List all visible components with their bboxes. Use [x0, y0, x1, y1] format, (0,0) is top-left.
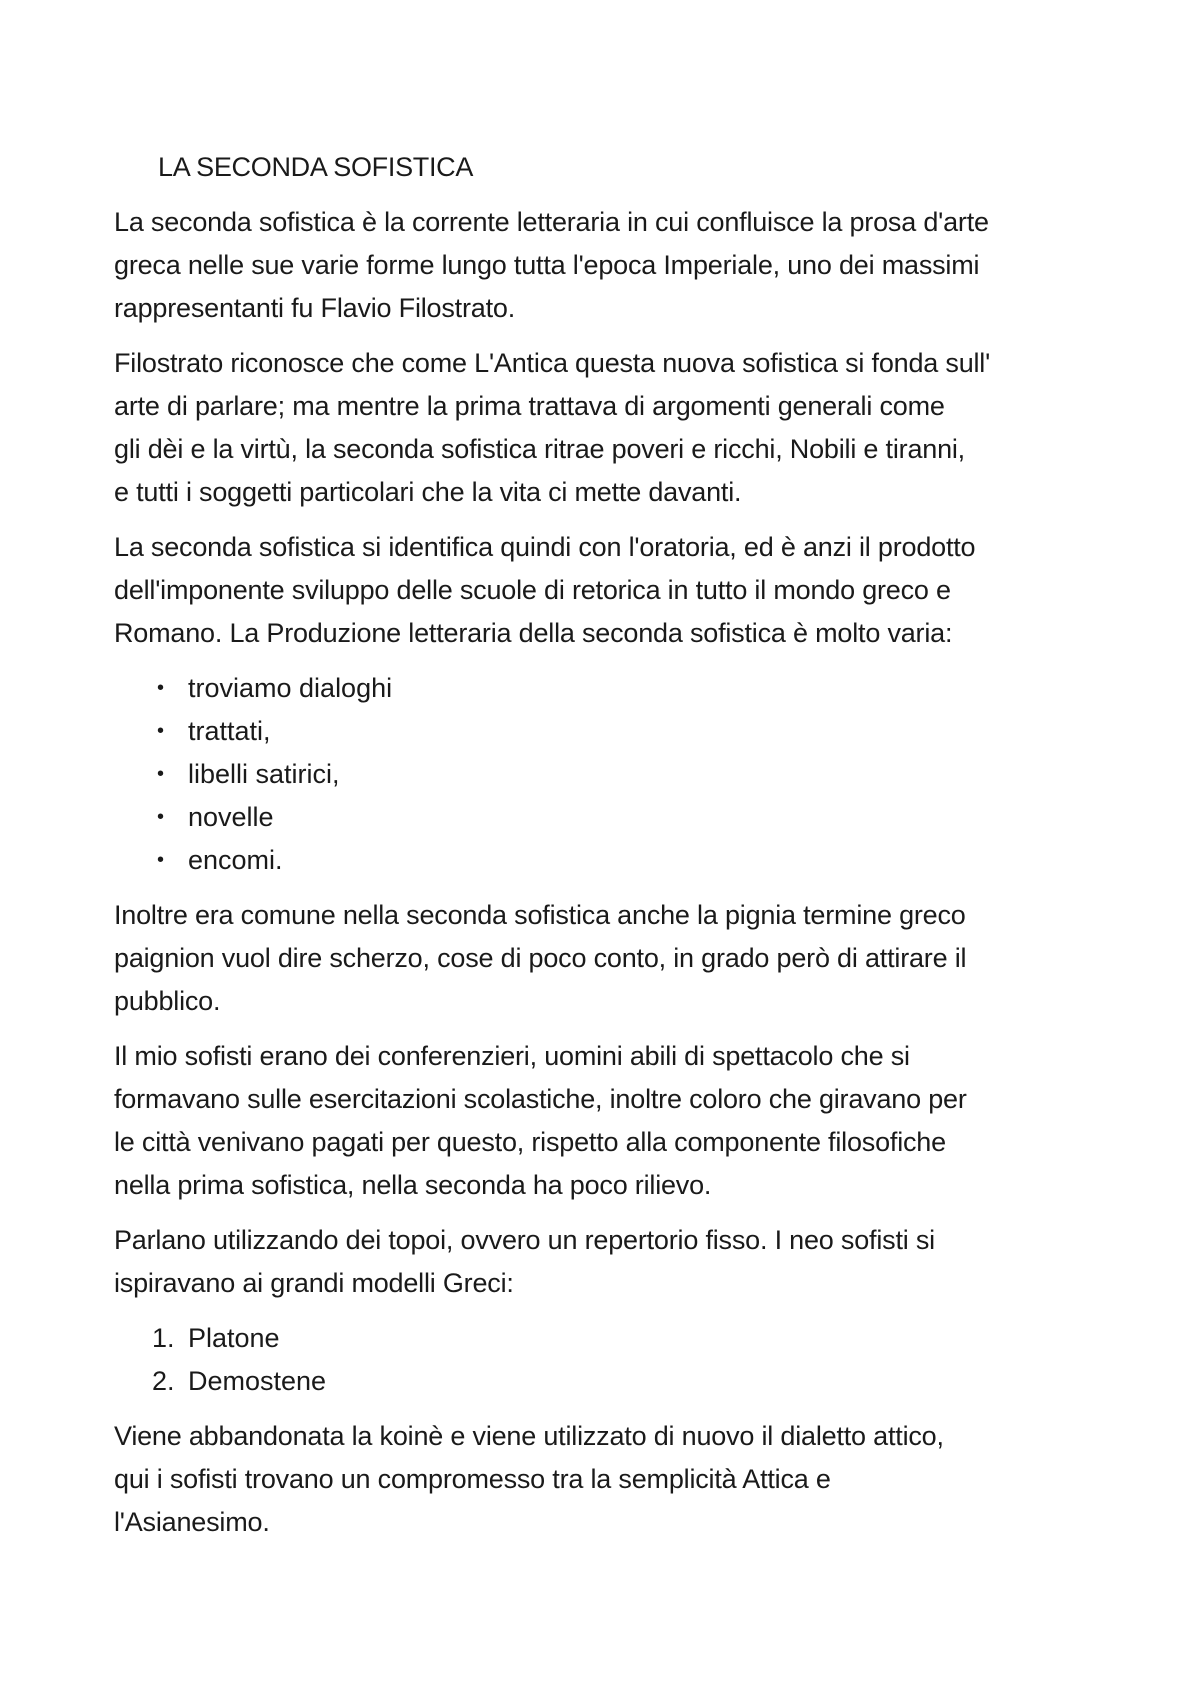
bullet-list-genres [114, 667, 1104, 882]
bullet-icon: • [157, 720, 165, 742]
list-item [114, 839, 1104, 882]
list-item-text: troviamo dialoghi [188, 673, 393, 703]
bullet-icon: • [157, 677, 165, 699]
paragraph-koine: Viene abbandonata la koinè e viene utilizzato di nuovo il dialetto attico, qui i sofisti trovano un compromesso tra la semplicità Attica e l'Asianesimo. [114, 1421, 944, 1537]
bullet-icon: • [157, 806, 165, 828]
list-item [114, 796, 1104, 839]
paragraph-conferenzieri: Il mio sofisti erano dei conferenzieri, uomini abili di spettacolo che si formavano sulle esercitazioni scolastiche, inoltre coloro che giravano per le città venivano pagati per questo, rispetto alla componente filosofiche nella prima sofistica, nella seconda ha poco rilievo. [114, 1041, 967, 1200]
paragraph-topoi: Parlano utilizzando dei topoi, ovvero un repertorio fisso. I neo sofisti si ispiravano ai grandi modelli Greci: [114, 1225, 935, 1298]
paragraph-paignion: Inoltre era comune nella seconda sofistica anche la pignia termine greco paignion vuol dire scherzo, cose di poco conto, in grado però di attirare il pubblico. [114, 900, 967, 1016]
list-item [114, 1317, 1104, 1360]
list-item-text: Platone [188, 1323, 280, 1353]
bullet-icon: • [157, 849, 165, 871]
list-item [114, 667, 1104, 710]
list-item-text: encomi. [188, 845, 283, 875]
document-title: LA SECONDA SOFISTICA [158, 152, 474, 182]
bullet-icon: • [157, 763, 165, 785]
list-number: 2. [152, 1366, 175, 1396]
list-item [114, 753, 1104, 796]
list-item-text: novelle [188, 802, 274, 832]
list-item [114, 710, 1104, 753]
list-number: 1. [152, 1323, 175, 1353]
list-item [114, 1360, 1104, 1403]
document-body [114, 146, 1104, 1556]
list-item-text: libelli satirici, [188, 759, 340, 789]
paragraph-intro: La seconda sofistica è la corrente letteraria in cui confluisce la prosa d'arte greca nelle sue varie forme lungo tutta l'epoca Imperiale, uno dei massimi rappresentanti fu Flavio Filostrato. [114, 207, 989, 323]
list-item-text: Demostene [188, 1366, 327, 1396]
paragraph-filostrato: Filostrato riconosce che come L'Antica questa nuova sofistica si fonda sull' arte di parlare; ma mentre la prima trattava di argomenti generali come gli dèi e la virtù, la seconda sofistica ritrae poveri e ricchi, Nobili e tiranni, e tutti i soggetti particolari che la vita ci mette davanti. [114, 348, 991, 507]
list-item-text: trattati, [188, 716, 271, 746]
paragraph-oratoria: La seconda sofistica si identifica quindi con l'oratoria, ed è anzi il prodotto dell'imponente sviluppo delle scuole di retorica in tutto il mondo greco e Romano. La Produzione letteraria della seconda sofistica è molto varia: [114, 532, 976, 648]
numbered-list-models [114, 1317, 1104, 1403]
